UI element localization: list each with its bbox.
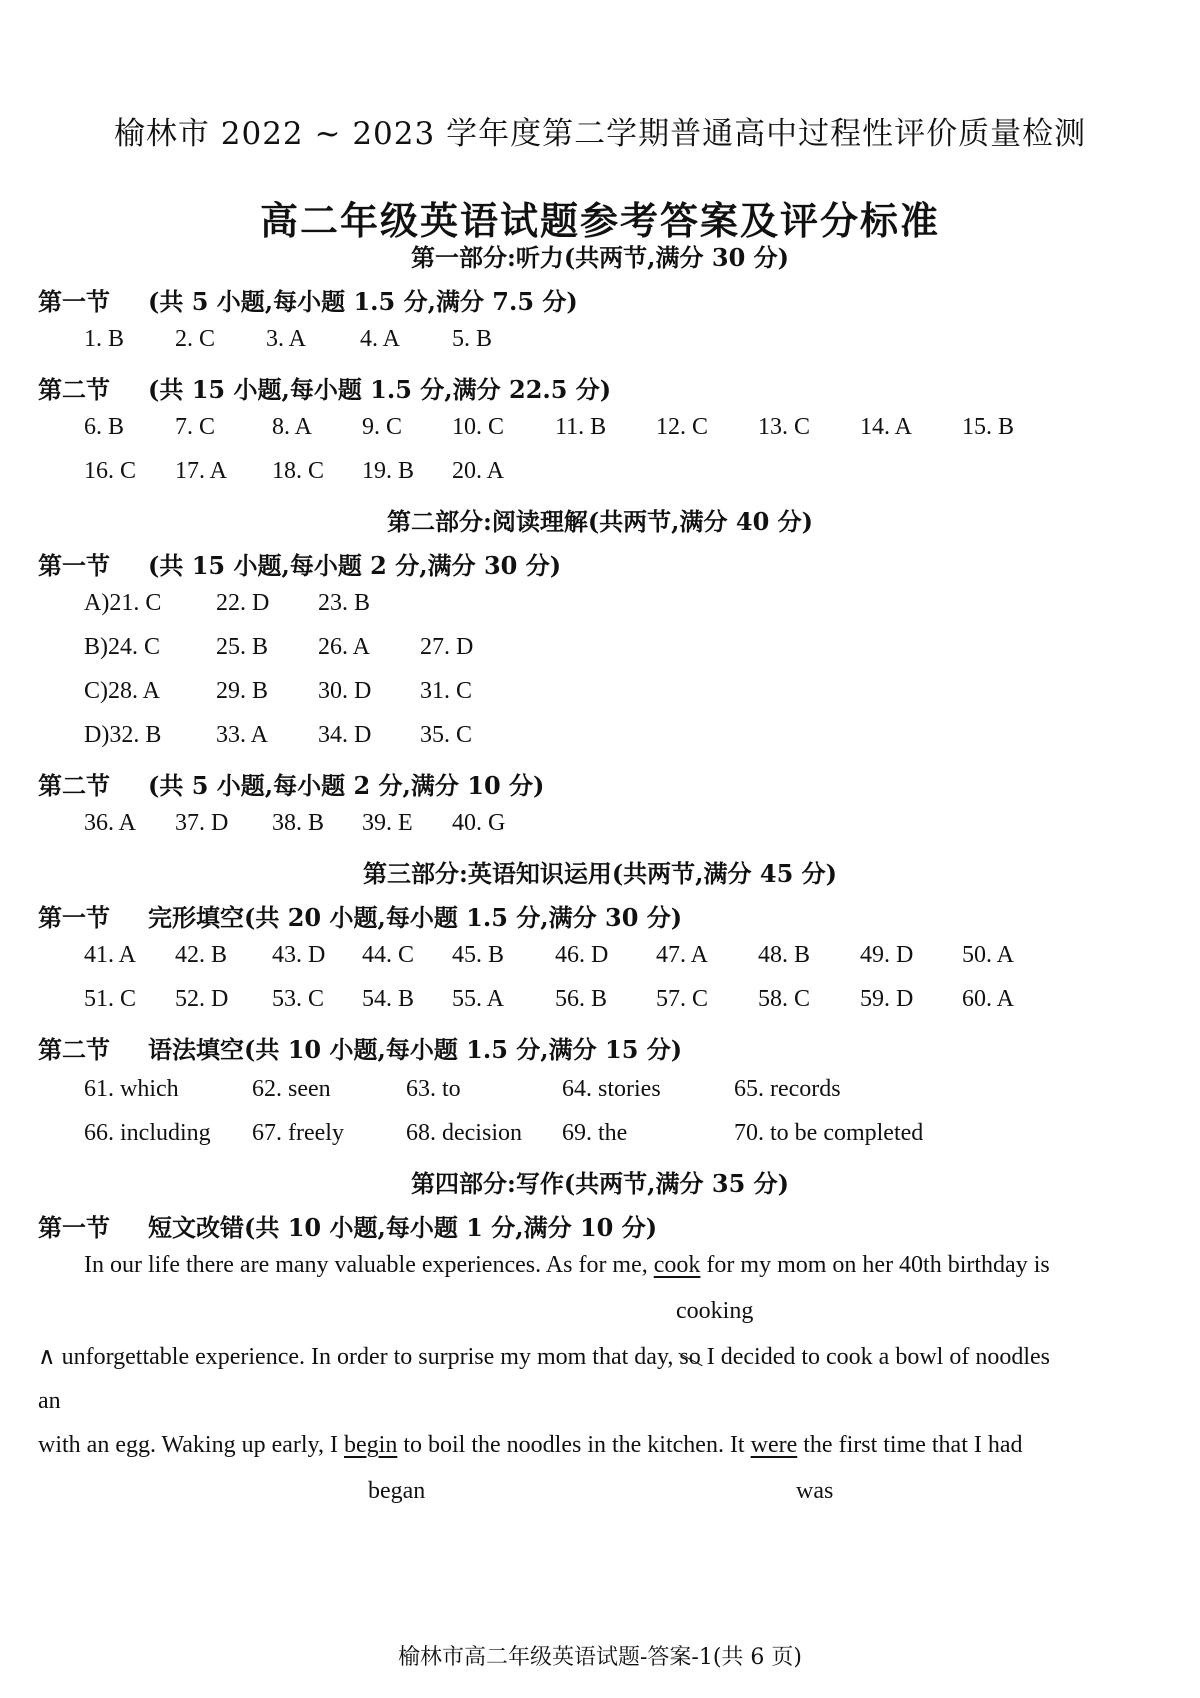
answer: 57. C [656, 986, 709, 1012]
answer: 29. B [216, 678, 269, 704]
section-label: 第一节 [38, 1213, 110, 1242]
part3-sec1-heading [38, 898, 682, 933]
answer: 13. C [758, 414, 811, 440]
passage-line-1 [84, 1252, 1050, 1279]
document-title: 榆林市 2022 ~ 2023 学年度第二学期普通高中过程性评价质量检测 [113, 116, 1087, 152]
answer: 18. C [272, 458, 325, 484]
answer: 4. A [360, 326, 401, 352]
answer: 14. A [860, 414, 913, 440]
answer: 1. B [84, 326, 125, 352]
answer: 50. A [962, 942, 1015, 968]
part3-sec2-row1 [0, 1076, 1200, 1106]
part1-sec1-heading [38, 282, 578, 317]
answer: 6. B [84, 414, 125, 440]
insert-caret-icon: ∧ [38, 1342, 56, 1370]
part3-heading: 第三部分:英语知识运用(共两节,满分 45 分) [362, 859, 838, 888]
correction-word: an [38, 1388, 61, 1414]
answer: 64. stories [562, 1076, 661, 1102]
answer: 31. C [420, 678, 473, 704]
answer: 42. B [175, 942, 228, 968]
section-desc: 完形填空(共 20 小题,每小题 1.5 分,满分 30 分) [148, 903, 683, 932]
answer: 52. D [175, 986, 229, 1012]
answer: 30. D [318, 678, 372, 704]
part2-sec2-answers [0, 810, 1200, 840]
answer: 46. D [555, 942, 609, 968]
answer: 15. B [962, 414, 1015, 440]
answer: 11. B [555, 414, 607, 440]
answer: 55. A [452, 986, 505, 1012]
part2-sec1-rowD [0, 722, 1200, 752]
passage-text: unforgettable experience. In order to surprise my mom that day, [61, 1344, 674, 1370]
answer: 17. A [175, 458, 228, 484]
answer: 2. C [175, 326, 216, 352]
answer: 43. D [272, 942, 326, 968]
error-word: cook [653, 1252, 701, 1278]
passage-text: to boil the noodles in the kitchen. It [403, 1432, 745, 1458]
answer: 67. freely [252, 1120, 344, 1146]
part4-heading: 第四部分:写作(共两节,满分 35 分) [410, 1169, 790, 1198]
answer: 69. the [562, 1120, 628, 1146]
answer: 49. D [860, 942, 914, 968]
answer: 47. A [656, 942, 709, 968]
answer: 63. to [406, 1076, 461, 1102]
answer: 53. C [272, 986, 325, 1012]
answer: 26. A [318, 634, 371, 660]
part1-sec2-heading [38, 370, 611, 405]
answer: 16. C [84, 458, 137, 484]
part3-sec2-row2 [0, 1120, 1200, 1150]
answer: 9. C [362, 414, 403, 440]
part1-sec1-answers [0, 326, 1200, 356]
passage-text: the first time that I had [803, 1432, 1023, 1458]
answer: 48. B [758, 942, 811, 968]
section-label: 第二节 [38, 771, 110, 800]
answer: 25. B [216, 634, 269, 660]
section-label: 第二节 [38, 1035, 110, 1064]
part3-sec1-row2 [0, 986, 1200, 1016]
correction-word: was [796, 1478, 834, 1504]
answer: 58. C [758, 986, 811, 1012]
answer: 10. C [452, 414, 505, 440]
answer: 8. A [272, 414, 313, 440]
answer: 54. B [362, 986, 415, 1012]
error-word: were [750, 1432, 798, 1458]
answer: 70. to be completed [734, 1120, 924, 1146]
answer: 37. D [175, 810, 229, 836]
answer: 68. decision [406, 1120, 522, 1146]
part2-sec1-rowB [0, 634, 1200, 664]
answer: C)28. A [84, 678, 161, 704]
part1-heading: 第一部分:听力(共两节,满分 30 分) [410, 243, 790, 272]
answer: 33. A [216, 722, 269, 748]
answer: 51. C [84, 986, 137, 1012]
deleted-word: so [679, 1344, 701, 1370]
answer: 23. B [318, 590, 371, 616]
part2-sec1-rowA [0, 590, 1200, 620]
part1-sec2-row2 [0, 458, 1200, 488]
answer: 56. B [555, 986, 608, 1012]
section-label: 第二节 [38, 375, 110, 404]
answer: B)24. C [84, 634, 161, 660]
part3-sec1-row1 [0, 942, 1200, 972]
answer: 40. G [452, 810, 506, 836]
answer: 20. A [452, 458, 505, 484]
answer: 5. B [452, 326, 493, 352]
part3-sec2-heading [38, 1030, 682, 1065]
passage-text: I decided to cook a bowl of noodles [706, 1344, 1050, 1370]
page-footer: 榆林市高二年级英语试题-答案-1(共 6 页) [397, 1645, 802, 1670]
section-label: 第一节 [38, 903, 110, 932]
part4-sec1-heading [38, 1208, 657, 1243]
answer: 27. D [420, 634, 474, 660]
section-desc: 短文改错(共 10 小题,每小题 1 分,满分 10 分) [148, 1213, 658, 1242]
passage-line-2 [38, 1342, 1050, 1371]
answer: 12. C [656, 414, 709, 440]
section-label: 第一节 [38, 287, 110, 316]
answer: 3. A [266, 326, 307, 352]
error-word: begin [344, 1432, 398, 1458]
correction-word: began [368, 1478, 426, 1504]
answer: 7. C [175, 414, 216, 440]
answer: 41. A [84, 942, 137, 968]
correction-word: cooking [676, 1298, 754, 1324]
answer: 44. C [362, 942, 415, 968]
answer: 39. E [362, 810, 413, 836]
answer: 45. B [452, 942, 505, 968]
section-desc: (共 5 小题,每小题 1.5 分,满分 7.5 分) [148, 287, 578, 316]
answer: 65. records [734, 1076, 841, 1102]
answer: 22. D [216, 590, 270, 616]
section-desc: (共 15 小题,每小题 1.5 分,满分 22.5 分) [148, 375, 612, 404]
part2-heading: 第二部分:阅读理解(共两节,满分 40 分) [386, 507, 814, 536]
passage-text: with an egg. Waking up early, I [38, 1432, 338, 1458]
answer: 62. seen [252, 1076, 331, 1102]
answer: D)32. B [84, 722, 162, 748]
answer: A)21. C [84, 590, 162, 616]
part1-sec2-row1 [0, 414, 1200, 444]
part2-sec1-heading [38, 546, 561, 581]
answer: 66. including [84, 1120, 211, 1146]
answer: 36. A [84, 810, 137, 836]
section-desc: (共 5 小题,每小题 2 分,满分 10 分) [148, 771, 545, 800]
answer: 59. D [860, 986, 914, 1012]
answer: 60. A [962, 986, 1015, 1012]
answer: 38. B [272, 810, 325, 836]
passage-text: In our life there are many valuable experiences. As for me, [84, 1252, 648, 1278]
passage-text: for my mom on her 40th birthday is [706, 1252, 1050, 1278]
document-subtitle: 高二年级英语试题参考答案及评分标准 [259, 198, 940, 243]
answer: 19. B [362, 458, 415, 484]
section-desc: 语法填空(共 10 小题,每小题 1.5 分,满分 15 分) [148, 1035, 683, 1064]
section-label: 第一节 [38, 551, 110, 580]
answer: 61. which [84, 1076, 179, 1102]
section-desc: (共 15 小题,每小题 2 分,满分 30 分) [148, 551, 562, 580]
passage-line-3 [38, 1432, 1023, 1459]
answer: 35. C [420, 722, 473, 748]
part2-sec2-heading [38, 766, 544, 801]
answer: 34. D [318, 722, 372, 748]
part2-sec1-rowC [0, 678, 1200, 708]
